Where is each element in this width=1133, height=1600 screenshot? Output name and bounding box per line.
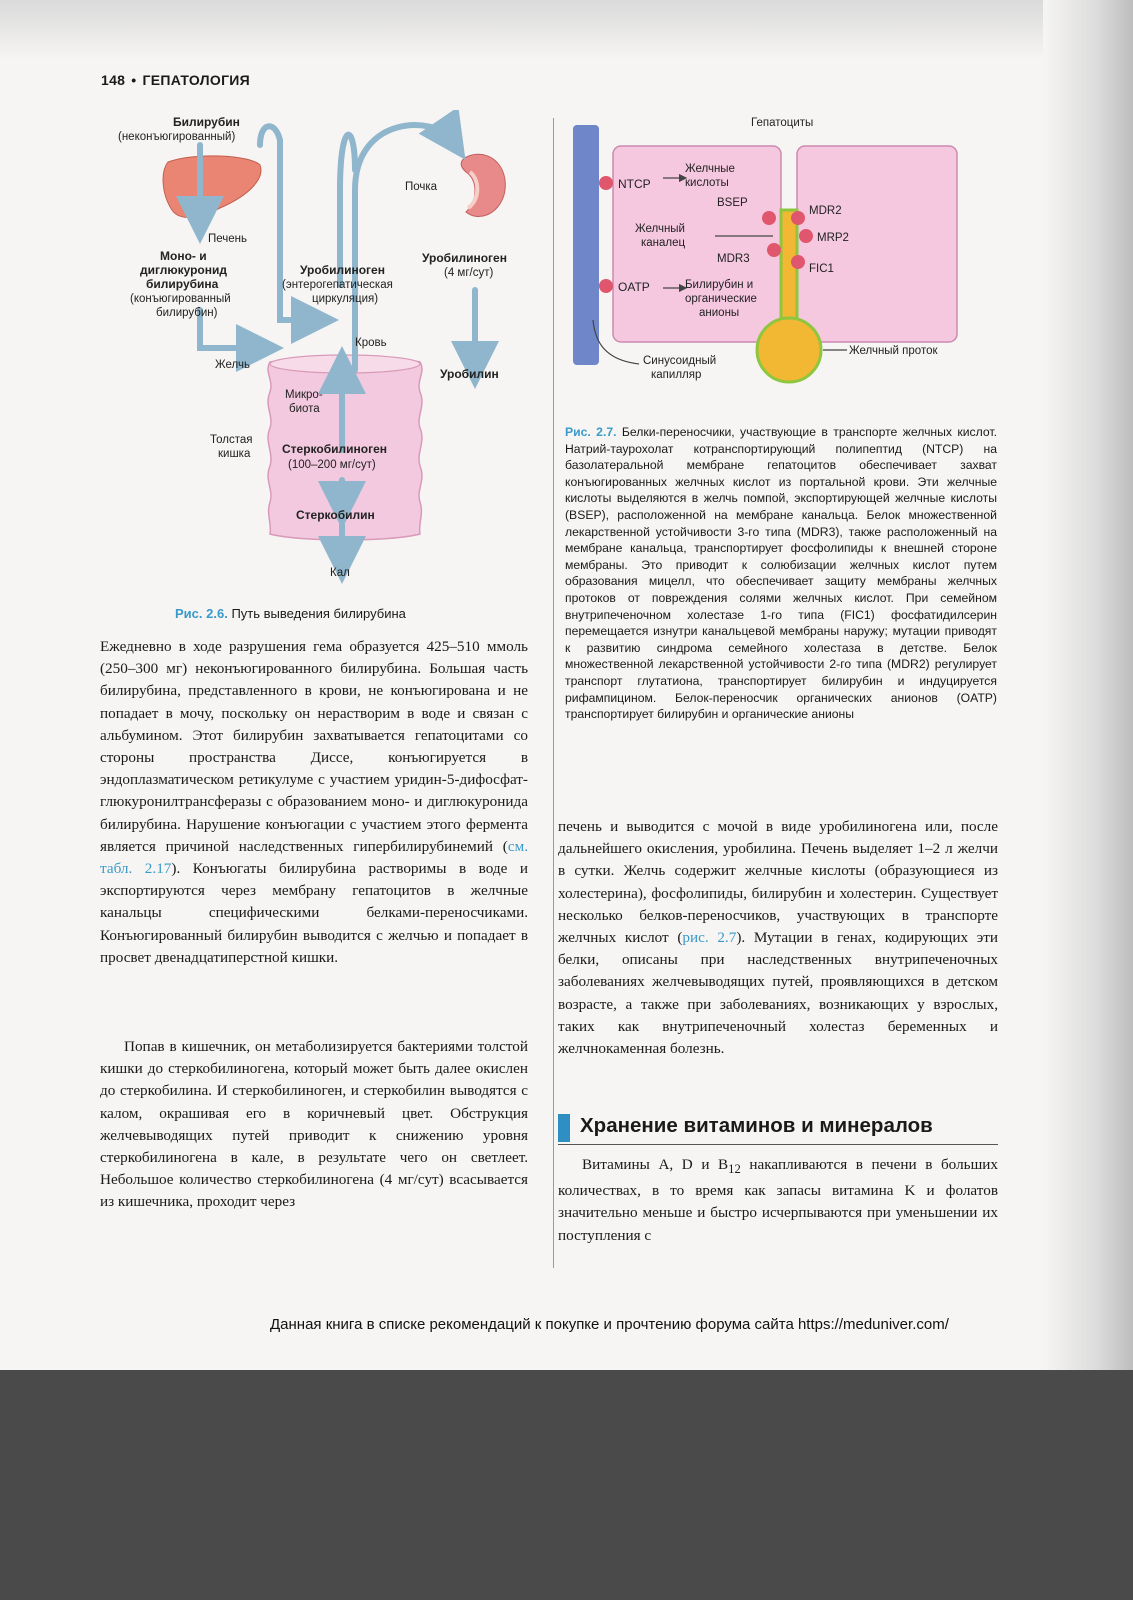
running-header (101, 72, 250, 88)
scan-background (0, 1370, 1133, 1600)
page-shadow-right (1043, 0, 1133, 1370)
label-microbiota-2: биота (289, 403, 320, 415)
footer-note: Данная книга в списке рекомендаций к покупке и прочтению форума сайта https://meduniver.com/ (270, 1316, 949, 1333)
paragraph-text: ). Мутации в генах, кодирующих эти белки, описаны при наследственных внутрипеченочных заболеваниях желчевыводящих путей, проявляющихся в детском возрасте, а также при заболеваниях, возникающих у взрослых, таких как внутрипеченочный холестаз беременных и желчнокаменная болезнь. (558, 929, 998, 1058)
label-urobilinogen: Уробилиноген (300, 263, 385, 277)
label-sterco-amount: (100–200 мг/сут) (288, 459, 376, 471)
label-unconjugated: (неконъюгированный) (118, 131, 236, 143)
paragraph-text: накапливаются в печени в больших количествах, в то время как запасы витамина K и фолатов значительно меньше и быстро исчерпываются при уменьшении их поступления с (558, 1156, 998, 1244)
label-mono-1: Моно- и (160, 249, 207, 263)
sinusoid-capillary (573, 125, 599, 365)
label-kidney: Почка (405, 181, 438, 193)
label-bsep: BSEP (717, 197, 748, 209)
bile-duct (757, 318, 821, 382)
figure-2-7-caption (565, 424, 997, 723)
section-heading-bar (558, 1114, 570, 1142)
page-number: 148 (101, 72, 126, 88)
hepatocyte-left (613, 146, 781, 342)
label-bile-acids-2: кислоты (685, 177, 729, 189)
section-title: Хранение витаминов и минералов (580, 1114, 933, 1137)
label-urobilinogen-right: Уробилиноген (422, 251, 507, 265)
label-stercobilin: Стеркобилин (296, 508, 375, 522)
label-hepatocytes: Гепатоциты (751, 117, 814, 129)
label-mono-5: билирубин) (156, 307, 218, 319)
label-feces: Кал (330, 567, 350, 579)
figure-2-7-number: Рис. 2.7. (565, 425, 617, 439)
label-urobilin: Уробилин (440, 367, 499, 381)
label-bilirubin: Билирубин (173, 115, 240, 129)
label-mono-4: (конъюгированный (130, 293, 231, 305)
label-colon-1: Толстая (210, 434, 253, 446)
label-sinusoid-2: капилляр (651, 369, 702, 381)
label-ntcp: NTCP (618, 177, 651, 191)
mdr2-transporter (791, 211, 805, 225)
mrp2-transporter (799, 229, 813, 243)
label-bile-duct: Желчный проток (849, 345, 938, 357)
table-2-17-link[interactable]: см. табл. 2.17 (100, 837, 528, 878)
page-shadow-top (0, 0, 1133, 60)
label-urob-amount: (4 мг/сут) (444, 267, 494, 279)
header-section: ГЕПАТОЛОГИЯ (142, 72, 251, 88)
kidney-icon (461, 154, 505, 216)
label-blood: Кровь (355, 337, 387, 349)
label-fic1: FIC1 (809, 263, 834, 275)
label-sinusoid-1: Синусоидный (643, 355, 717, 367)
label-liver: Печень (208, 233, 248, 245)
paragraph-vitamins (558, 1154, 998, 1247)
label-mdr3: MDR3 (717, 253, 750, 265)
label-anions-1: Билирубин и (685, 279, 754, 291)
bsep-transporter (762, 211, 776, 225)
label-microbiota-1: Микро- (285, 389, 323, 401)
figure-2-6-caption (175, 606, 406, 621)
label-mdr2: MDR2 (809, 205, 842, 217)
figure-bile-transporters (565, 110, 1005, 410)
label-bile: Желчь (215, 359, 250, 371)
label-mono-3: билирубина (146, 277, 219, 291)
paragraph-text: ). Конъюгаты билирубина растворимы в воде и экспортируются через мембрану гепатоцитов в желчные канальцы специфическими белками-переносчиками. Конъюгированный билирубин выводится с желчью и попадает в просвет двенадцатиперстной кишки. (100, 860, 528, 966)
paragraph-intestine: Попав в кишечник, он метаболизируется бактериями толстой кишки до стеркобилиногена, который может быть далее окислен до стеркобилина. И стеркобилиноген, и стеркобилин выводятся с калом, окрашивая его в коричневый цвет. Обструкция желчевыводящих путей приводит к снижению уровня стеркобилиногена в кале, в результате чего он светлеет. Небольшое количество стеркобилиногена (4 мг/сут) всасывается из кишечника, проходит через (100, 1038, 528, 1211)
label-anions-3: анионы (699, 307, 740, 319)
fic1-transporter (791, 255, 805, 269)
oatp-transporter (599, 279, 613, 293)
figure-bilirubin-pathway (100, 110, 540, 620)
label-canal-1: Желчный (635, 223, 685, 235)
label-bile-acids-1: Желчные (685, 163, 735, 175)
paragraph-text: Витамины A, D и B (582, 1156, 729, 1173)
label-urob-circulation: (энтерогепатическая (282, 279, 393, 291)
mdr3-transporter (767, 243, 781, 257)
figure-2-7-link[interactable]: рис. 2.7 (682, 929, 737, 947)
label-oatp: OATP (618, 280, 650, 294)
subscript-12: 12 (728, 1162, 741, 1177)
label-mono-2: диглюкуронид (140, 263, 227, 277)
hepatocyte-right (797, 146, 957, 342)
figure-2-6-number: Рис. 2.6. (175, 606, 228, 621)
label-stercobilinogen: Стеркобилиноген (282, 442, 388, 456)
section-heading (558, 1112, 998, 1145)
paragraph-bile-excretion (558, 816, 998, 1060)
paragraph-text: печень и выводится с мочой в виде уробилиногена или, после дальнейшего окисления, уробилина. Печень выделяет 1–2 л желчи в сутки. Желчь содержит желчные кислоты (образующиеся из холестерина), фосфолипиды, билирубин и холестерин. Существует несколько белков-переносчиков, участвующих в транспорте желчных кислот ( (558, 818, 998, 947)
liver-icon (163, 156, 261, 218)
label-anions-2: органические (685, 293, 757, 305)
label-canal-2: каналец (641, 237, 686, 249)
label-mrp2: MRP2 (817, 232, 849, 244)
figure-2-6-text: Путь выведения билирубина (231, 606, 406, 621)
paragraph-bilirubin-production (100, 636, 528, 969)
label-urob-circulation-2: циркуляция) (312, 293, 379, 305)
ntcp-transporter (599, 176, 613, 190)
paragraph-text: Ежедневно в ходе разрушения гема образуется 425–510 ммоль (250–300 мг) неконъюгированного билирубина. Большая часть билирубина, представленного в крови, не конъюгирована и не попадает в мочу, поскольку он нерастворим в воде и связан с альбумином. Этот билирубин захватывается гепатоцитами со стороны пространства Диссе, конъюгируется в эндоплазматическом ретикулуме с участием уридин-5-дифосфат-глюкуронилтрансферазы с образованием моно- и диглюкуронида билирубина. Нарушение конъюгации с участием этого фермента является причиной наследственных гипербилирубинемий ( (100, 638, 528, 855)
column-divider (553, 118, 554, 1268)
label-colon-2: кишка (218, 448, 251, 460)
header-bullet: • (131, 72, 137, 88)
figure-2-7-text: Белки-переносчики, участвующие в транспорте желчных кислот. Натрий-таурохолат котранспортирующий полипептид (NTCP) на базолатеральной мембране гепатоцитов обеспечивает захват конъюгированных желчных кислот из портальной крови. Эти желчные кислоты выделяются в желчь помпой, экспортирующей желчные кислоты (BSEP), расположенной на мембране канальца. Белок множественной лекарственной устойчивости 3-го типа (MDR3), также расположенный на мембране канальца, транспортирует фосфолипиды к внешней стороне мембраны. Это приводит к солюбизации желчных кислот путем образования мицелл, что обеспечивает защиту мембраны желчных протоков от повреждения солями желчных кислот. При семейном внутрипеченочном холестазе 1-го типа (FIC1) фосфатидилсерин перемещается изнутри канальцевой мембраны наружу; мутации приводят к развитию синдрома семейного холестаза в детстве. Белок множественной лекарственной устойчивости 2-го типа (MDR2) регулирует транспорт глутатиона, транспортирует билирубин и индуцируется рифампицином. Белок-переносчик органических анионов (OATP) транспортирует билирубин и органические анионы (565, 425, 997, 722)
